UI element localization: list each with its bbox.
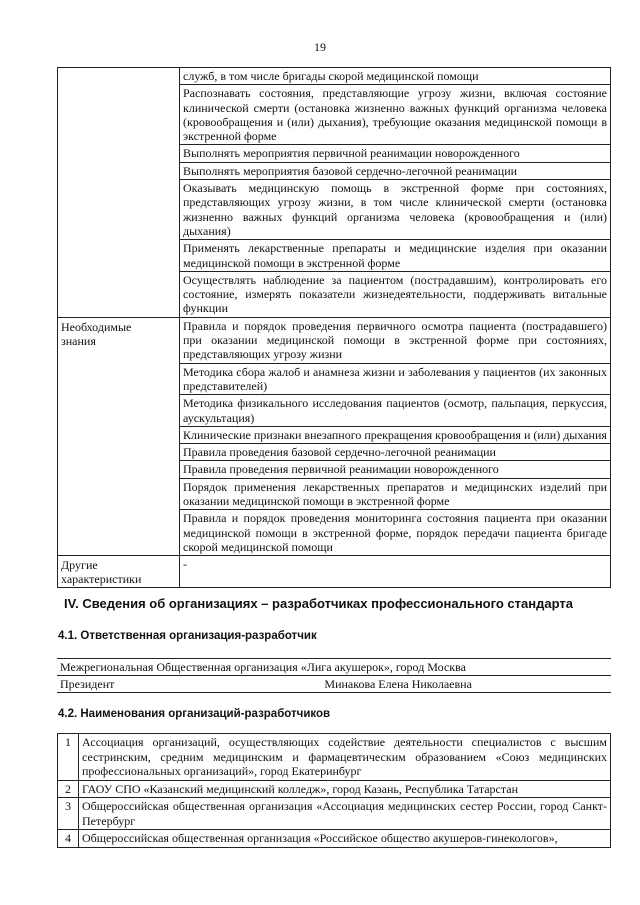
table-row <box>58 734 611 781</box>
knowledge-item: Правила проведения базовой сердечно-легочной реанимации <box>180 444 611 461</box>
other-label <box>58 556 180 588</box>
table-row <box>58 68 611 85</box>
developer-name: Общероссийская общественная организация «Ассоциация медицинских сестер России, город Санкт-Петербург <box>79 798 611 830</box>
responsible-person: Минакова Елена Николаевна <box>324 677 472 691</box>
knowledge-label-line: знания <box>61 333 96 348</box>
responsible-signature-row <box>57 676 611 693</box>
knowledge-item: Методика сбора жалоб и анамнеза жизни и заболевания у пациентов (их законных представителей) <box>180 363 611 395</box>
skill-item: Осуществлять наблюдение за пациентом (пострадавшим), контролировать его состояние, измерять показатели жизнедеятельности, поддерживать витальные функции <box>180 271 611 317</box>
developer-number: 3 <box>58 798 79 830</box>
skill-item: Применять лекарственные препараты и медицинские изделия при оказании медицинской помощи в экстренной форме <box>180 240 611 272</box>
knowledge-label-line: Необходимые <box>61 319 132 334</box>
responsible-position: Президент <box>60 677 115 691</box>
responsible-organization: Межрегиональная Общественная организация «Лига акушерок», город Москва <box>57 659 611 676</box>
developer-name: Общероссийская общественная организация «Российское общество акушеров-гинекологов», <box>79 830 611 848</box>
skills-label-cell <box>58 68 180 318</box>
knowledge-item: Методика физикального исследования пациентов (осмотр, пальпация, перкуссия, аускультация) <box>180 395 611 427</box>
other-label-line: Другие <box>61 558 98 573</box>
developer-name: ГАОУ СПО «Казанский медицинский колледж», город Казань, Республика Татарстан <box>79 780 611 798</box>
section-title: IV. Сведения об организациях – разработчиках профессионального стандарта <box>64 596 573 611</box>
knowledge-item: Правила проведения первичной реанимации новорожденного <box>180 461 611 478</box>
knowledge-item: Правила и порядок проведения первичного осмотра пациента (пострадавшего) при оказании медицинской помощи в экстренной форме при состояниях, представляющих угрозу жизни <box>180 317 611 363</box>
knowledge-item: Клинические признаки внезапного прекращения кровообращения и (или) дыхания <box>180 426 611 443</box>
responsible-table <box>57 658 611 693</box>
developer-name: Ассоциация организаций, осуществляющих содействие деятельности специалистов с высшим сестринским, средним медицинским и фармацевтическим образованием «Союз медицинских профессиональных организаций», город Екатеринбург <box>79 734 611 781</box>
other-label-line: характеристики <box>61 572 142 587</box>
knowledge-item: Правила и порядок проведения мониторинга состояния пациента при оказании медицинской помощи в экстренной форме, порядок передачи пациента бригаде скорой медицинской помощи <box>180 510 611 556</box>
developer-number: 4 <box>58 830 79 848</box>
table-row <box>58 798 611 830</box>
skill-item: Выполнять мероприятия базовой сердечно-легочной реанимации <box>180 162 611 179</box>
skill-item: Выполнять мероприятия первичной реанимации новорожденного <box>180 145 611 162</box>
other-value: - <box>180 556 611 588</box>
developer-number: 2 <box>58 780 79 798</box>
table-row <box>58 780 611 798</box>
table-row <box>58 830 611 848</box>
developers-table <box>57 733 611 848</box>
table-row <box>58 317 611 363</box>
skill-item: служб, в том числе бригады скорой медицинской помощи <box>180 68 611 85</box>
knowledge-label <box>58 317 180 555</box>
page-number: 19 <box>314 40 326 54</box>
developers-heading: 4.2. Наименования организаций-разработчиков <box>58 708 331 720</box>
skill-item: Распознавать состояния, представляющие угрозу жизни, включая состояние клинической смерти (остановка жизненно важных функций организма человека (кровообращения и (или) дыхания), требующие оказания медицинской помощи в экстренной форме <box>180 85 611 145</box>
table-row <box>57 659 611 676</box>
skill-item: Оказывать медицинскую помощь в экстренной форме при состояниях, представляющих угрозу жизни, в том числе клинической смерти (остановка жизненно важных функций организма человека (кровообращения и (или) дыхания) <box>180 180 611 240</box>
table-row <box>58 556 611 588</box>
skills-table <box>57 67 611 588</box>
developer-number: 1 <box>58 734 79 781</box>
knowledge-item: Порядок применения лекарственных препаратов и медицинских изделий при оказании медицинской помощи в экстренной форме <box>180 478 611 510</box>
responsible-heading: 4.1. Ответственная организация-разработчик <box>58 630 317 642</box>
table-row <box>57 676 611 693</box>
